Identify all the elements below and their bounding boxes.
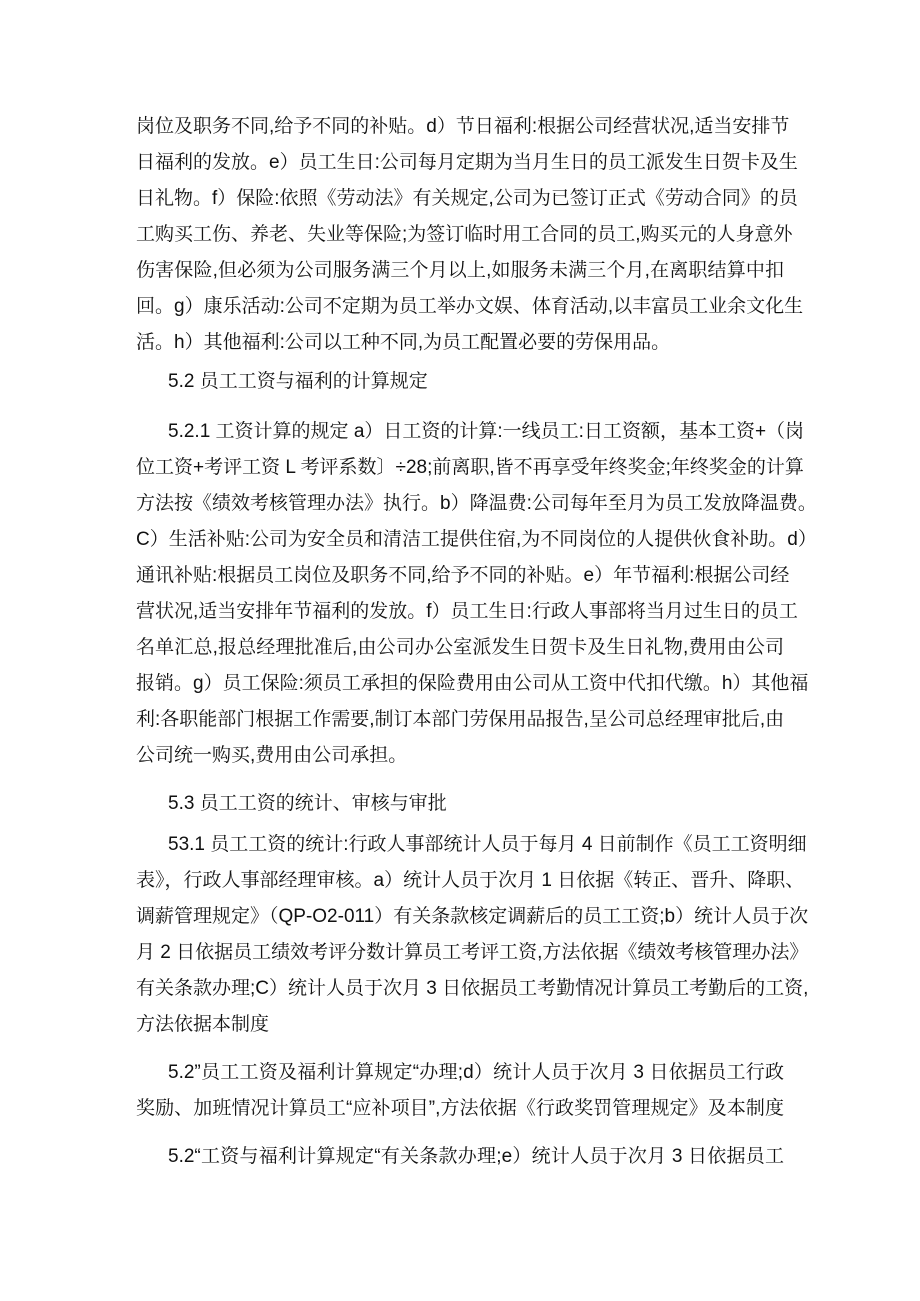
text-line: 日福利的发放。e）员工生日:公司每月定期为当月生日的员工派发生日贺卡及生 — [136, 152, 798, 173]
paragraph-benefits — [136, 109, 804, 361]
text-line: 营状况,适当安排年节福利的发放。f）员工生日:行政人事部将当月过生日的员工 — [136, 601, 798, 622]
heading-text: 5.2 员工工资与福利的计算规定 — [168, 371, 428, 392]
text-line: 5.2”员工工资及福利计算规定“办理;d）统计人员于次月 3 日依据员工行政 — [168, 1062, 784, 1083]
text-line: 调薪管理规定》（QP-O2-011）有关条款核定调薪后的员工工资;b）统计人员于次 — [136, 906, 809, 927]
text-line: 工购买工伤、养老、失业等保险;为签订临时用工合同的员工,购买元的人身意外 — [136, 224, 793, 245]
text-line: 日礼物。f）保险:依照《劳动法》有关规定,公司为已签订正式《劳动合同》的员 — [136, 188, 798, 209]
text-line: 5.2.1 工资计算的规定 a）日工资的计算:一线员工:日工资额，基本工资+（岗 — [168, 421, 805, 442]
paragraph-5-3-1 — [136, 827, 809, 1043]
text-line: 奖励、加班情况计算员工“应补项目”,方法依据《行政奖罚管理规定》及本制度 — [136, 1098, 784, 1119]
paragraph-5-2-1 — [136, 414, 817, 774]
text-line: 报销。g）员工保险:须员工承担的保险费用由公司从工资中代扣代缴。h）其他福 — [136, 673, 809, 694]
paragraph-5-2-reference-b — [136, 1139, 784, 1175]
text-line: 方法依据本制度 — [136, 1014, 270, 1035]
text-line: 岗位及职务不同,给予不同的补贴。d）节日福利:根据公司经营状况,适当安排节 — [136, 116, 790, 137]
text-line: 位工资+考评工资 L 考评系数〕÷28;前离职,皆不再享受年终奖金;年终奖金的计算 — [136, 457, 804, 478]
text-line: 53.1 员工工资的统计:行政人事部统计人员于每月 4 日前制作《员工工资明细 — [168, 834, 807, 855]
text-line: 公司统一购买,费用由公司承担。 — [136, 745, 408, 766]
text-line: 有关条款办理;C）统计人员于次月 3 日依据员工考勤情况计算员工考勤后的工资, — [136, 978, 809, 999]
section-heading-5-3 — [136, 786, 784, 822]
text-line: 通讯补贴:根据员工岗位及职务不同,给予不同的补贴。e）年节福利:根据公司经 — [136, 565, 790, 586]
text-line: 利:各职能部门根据工作需要,制订本部门劳保用品报告,呈公司总经理审批后,由 — [136, 709, 785, 730]
section-heading-5-2 — [136, 364, 784, 400]
text-line: 名单汇总,报总经理批准后,由公司办公室派发生日贺卡及生日礼物,费用由公司 — [136, 637, 784, 658]
text-line: 月 2 日依据员工绩效考评分数计算员工考评工资,方法依据《绩效考核管理办法》 — [136, 942, 809, 963]
text-line: 回。g）康乐活动:公司不定期为员工举办文娱、体育活动,以丰富员工业余文化生 — [136, 296, 804, 317]
text-line: 伤害保险,但必须为公司服务满三个月以上,如服务未满三个月,在离职结算中扣 — [136, 260, 784, 281]
text-line: 5.2“工资与福利计算规定“有关条款办理;e）统计人员于次月 3 日依据员工 — [168, 1146, 784, 1167]
text-line: 活。h）其他福利:公司以工种不同,为员工配置必要的劳保用品。 — [136, 332, 671, 353]
text-line: C）生活补贴:公司为安全员和清洁工提供住宿,为不同岗位的人提供伙食补助。d） — [136, 529, 817, 550]
paragraph-5-2-reference-a — [136, 1055, 784, 1127]
text-line: 方法按《绩效考核管理办法》执行。b）降温费:公司每年至月为员工发放降温费。 — [136, 493, 817, 514]
text-line: 表》，行政人事部经理审核。a）统计人员于次月 1 日依据《转正、晋升、降职、 — [136, 870, 805, 891]
heading-text: 5.3 员工工资的统计、审核与审批 — [168, 793, 447, 814]
